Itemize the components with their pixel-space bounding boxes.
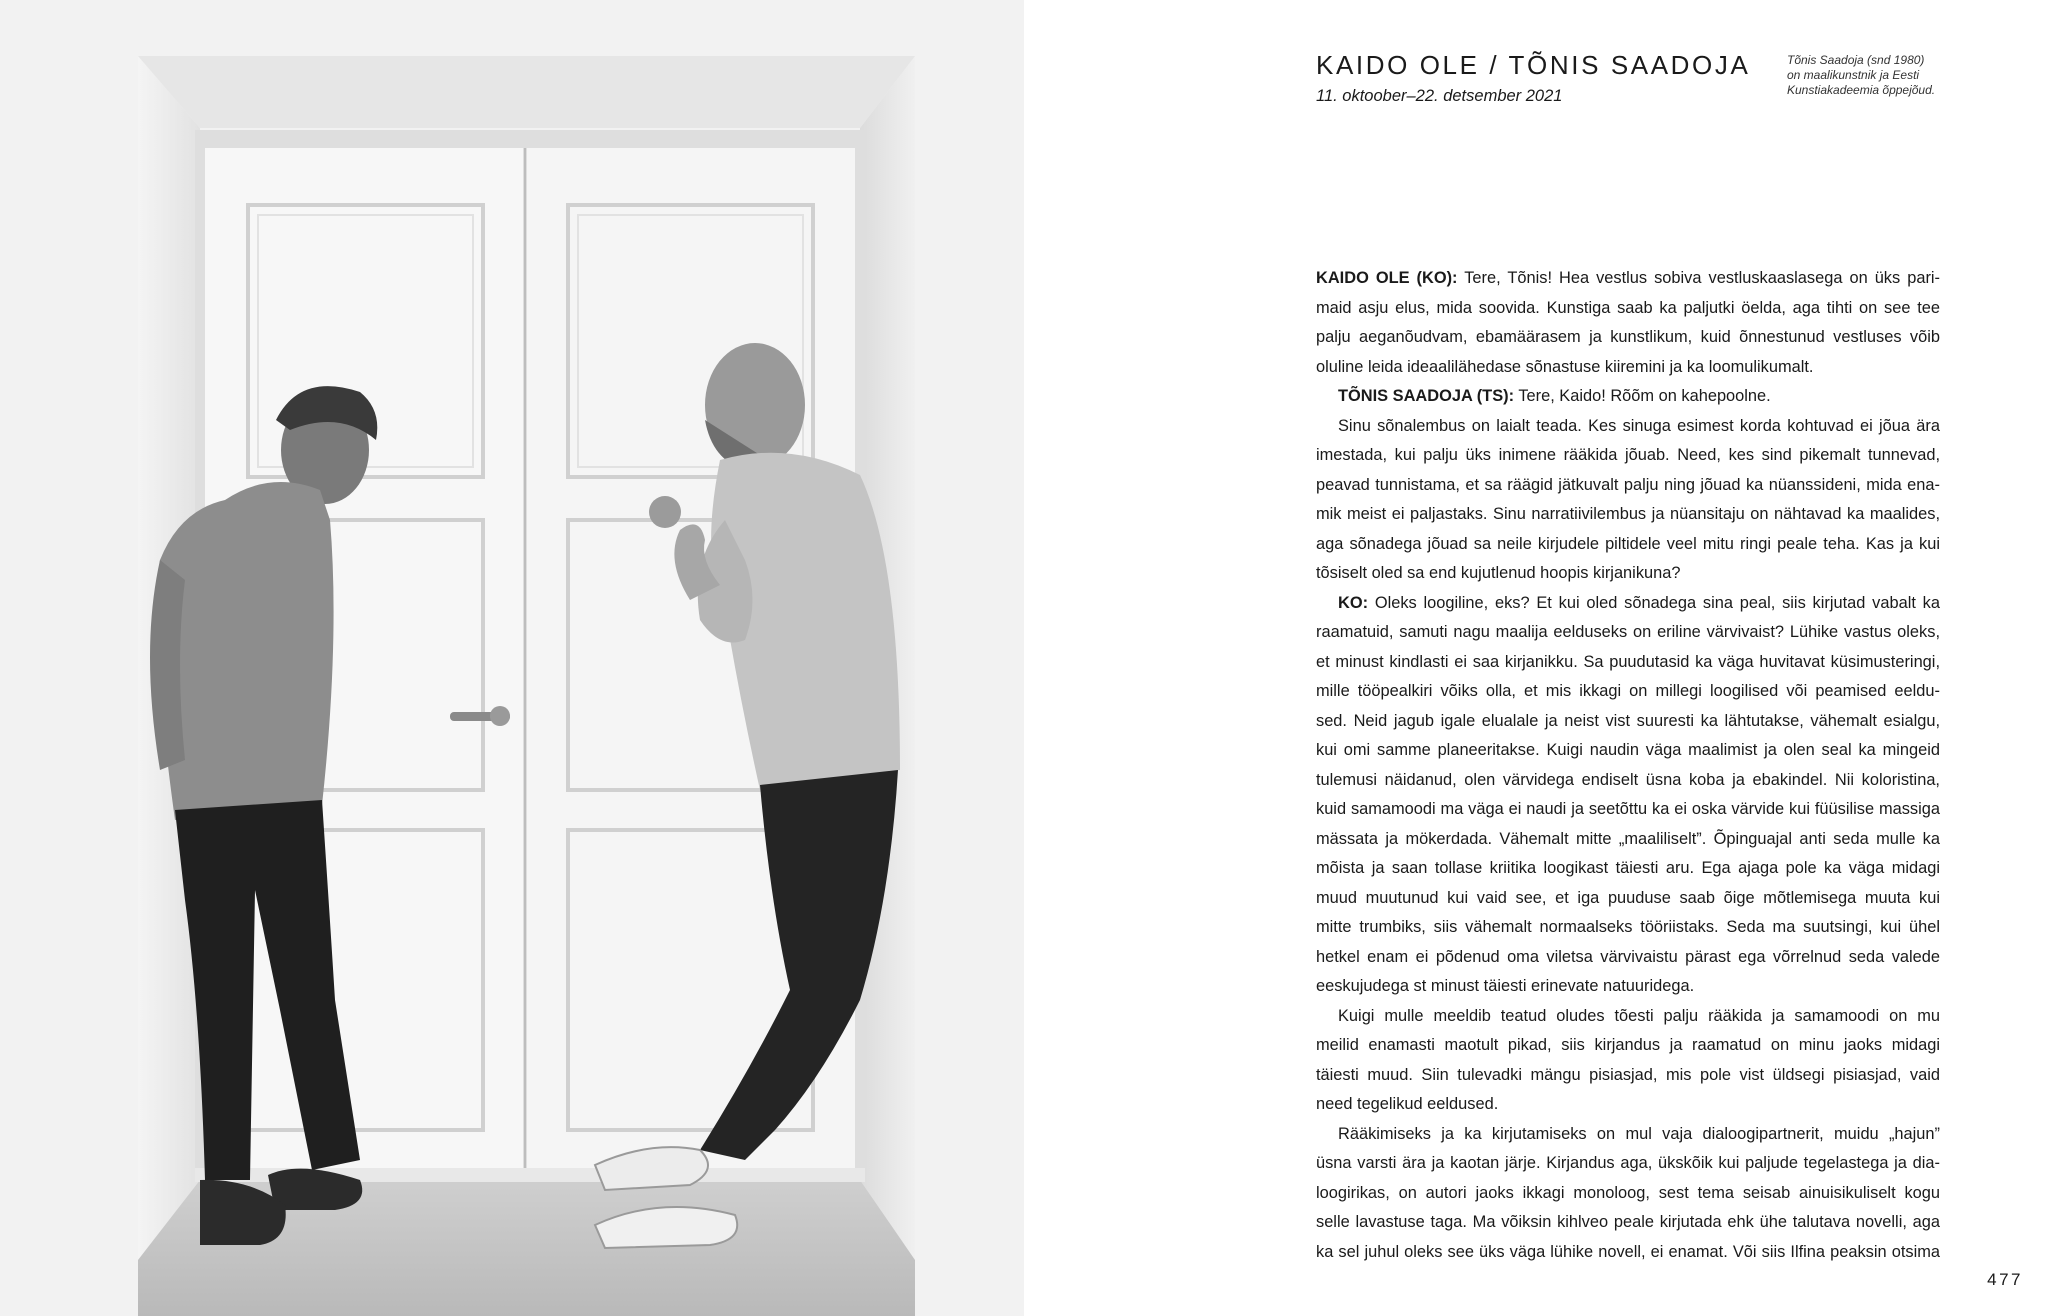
- text-line: [1316, 972, 1940, 1002]
- line-text: Tere, Tõnis! Hea vestlus sobiva vestluskaaslasega on üks pari-: [1457, 269, 1941, 287]
- text-line: [1316, 1090, 1940, 1120]
- line-text: mässata ja mökerdada. Vähemalt mitte „maaliliselt”. Õpinguajal anti seda mulle ka: [1316, 829, 1940, 848]
- line-text: mõista ja saan tollase kriitika loogikast täiesti aru. Ega ajaga pole ka väga midagi: [1316, 859, 1940, 877]
- line-text: imestada, kui palju üks inimene rääkida jõuab. Need, kes sind pikemalt tunnevad,: [1316, 446, 1940, 464]
- line-text: üsna varsti ära ja kaotan järje. Kirjandus aga, ükskõik kui paljude tegelastega ja dia-: [1316, 1154, 1940, 1172]
- line-text: muud muutunud kui vaid see, et iga puuduse saab õige mõtlemisega muuta kui: [1316, 888, 1940, 907]
- line-text: kuid samamoodi ma väga ei naudi ja seetõttu ka ei oska värvide kui füüsilise massiga: [1316, 800, 1940, 818]
- speaker-label: TÕNIS SAADOJA (TS):: [1338, 387, 1515, 405]
- line-text: Kuigi mulle meeldib teatud oludes tõesti palju rääkida ja samamoodi on mu: [1338, 1006, 1940, 1025]
- text-line: [1316, 648, 1940, 678]
- text-line: [1316, 1002, 1940, 1032]
- line-text: mitte trumbiks, siis vähemalt normaalseks tööriistaks. Seda ma suutsingi, kui ühel: [1316, 918, 1940, 936]
- line-text: täiesti muud. Siin tulevadki mängu pisiasjad, mis pole vist üldsegi pisiasjad, vaid: [1316, 1065, 1940, 1084]
- text-line: [1316, 294, 1940, 324]
- text-line: [1316, 559, 1940, 589]
- line-text: meilid enamasti maotult pikad, siis kirjandus ja raamatud on minu jaoks midagi: [1316, 1036, 1940, 1054]
- text-line: [1316, 677, 1940, 707]
- line-text: mik meist ei paljastaks. Sinu narratiivilembus ja nüansitaju on nähtavad ka maalides,: [1316, 505, 1940, 523]
- speaker-label: KAIDO OLE (KO):: [1316, 269, 1458, 287]
- text-line: [1316, 382, 1940, 412]
- text-line: [1316, 1061, 1940, 1091]
- line-text: peavad tunnistama, et sa räägid jätkuvalt palju ning jõuad ka nüanssideni, mida ena-: [1316, 475, 1940, 494]
- line-text: Tere, Kaido! Rõõm on kahepoolne.: [1514, 387, 1771, 405]
- page-number: 477: [1987, 1270, 2023, 1289]
- line-text: loogirikas, on autori jaoks ikkagi monoloog, sest tema seisab ainuisikuliselt kogu: [1316, 1183, 1940, 1202]
- text-line: [1316, 264, 1940, 294]
- line-text: eeskujudega st minust täiesti erinevate natuuridega.: [1316, 977, 1695, 995]
- line-text: Rääkimiseks ja ka kirjutamiseks on mul vaja dialoogipartnerit, muidu „hajun”: [1338, 1124, 1940, 1143]
- caption-line: Kunstiakadeemia õppejõud.: [1787, 83, 1936, 97]
- line-text: raamatuid, samuti nagu maalija eelduseks on eriline värvivaist? Lühike vastus oleks,: [1316, 623, 1940, 641]
- text-line: [1316, 323, 1940, 353]
- line-text: kui omi samme planeeritakse. Kuigi naudin väga maalimist ja olen seal ka mingeid: [1316, 741, 1940, 759]
- line-text: need tegelikud eeldused.: [1316, 1095, 1499, 1113]
- text-line: [1316, 1031, 1940, 1061]
- text-line: [1316, 736, 1940, 766]
- text-line: [1316, 884, 1940, 914]
- line-text: maid asju elus, mida soovida. Kunstiga saab ka paljutki öelda, aga tihti on see tee: [1316, 298, 1940, 317]
- text-line: [1316, 1149, 1940, 1179]
- speaker-label: KO:: [1338, 593, 1369, 612]
- line-text: et minust kindlasti ei saa kirjanikku. Sa puudutasid ka väga huvitavat küsimusteringi,: [1316, 652, 1940, 671]
- line-text: mille tööpealkiri võiks olla, et mis ikkagi on millegi loogilised või peamised eeldu-: [1316, 682, 1940, 700]
- line-text: Sinu sõnalembus on laialt teada. Kes sinuga esimest korda kohtuvad ei jõua ära: [1338, 416, 1940, 435]
- text-line: [1316, 854, 1940, 884]
- line-text: hetkel enam ei põdenud oma viletsa värvivaistu pärast ega võrrelnud seda valede: [1316, 947, 1940, 966]
- text-line: [1316, 353, 1940, 383]
- text-line: [1316, 618, 1940, 648]
- line-text: selle lavastuse taga. Ma võiksin kihlveo peale kirjutada ehk ühe talutava novelli, aga: [1316, 1213, 1940, 1231]
- text-line: [1316, 913, 1940, 943]
- text-line: [1316, 1120, 1940, 1150]
- text-line: [1316, 500, 1940, 530]
- interview-text: [1316, 264, 1940, 1267]
- text-line: [1316, 1238, 1940, 1268]
- line-text: oluline leida ideaalilähedase sõnastuse kiiremini ja ka loomulikumalt.: [1316, 357, 1814, 376]
- text-line: [1316, 795, 1940, 825]
- line-text: sed. Neid jagub igale elualale ja neist vist suuresti ka lähtutakse, vähemalt esialgu,: [1316, 711, 1940, 730]
- caption-line: on maalikunstnik ja Eesti: [1787, 68, 1920, 82]
- line-text: ka sel juhul oleks see üks väga lühike novell, ei enamat. Või siis Ilfina peaksin otsima: [1316, 1242, 1940, 1261]
- author-caption: [1787, 53, 1987, 98]
- text-line: [1316, 825, 1940, 855]
- article-title: KAIDO OLE / TÕNIS SAADOJA: [1316, 50, 1751, 80]
- line-text: aga sõnadega jõuad sa neile kirjudele piltidele veel mitu ringi peale teha. Kas ja kui: [1316, 534, 1940, 553]
- text-line: [1316, 412, 1940, 442]
- text-line: [1316, 441, 1940, 471]
- line-text: tõsiselt oled sa end kujutlenud hoopis kirjanikuna?: [1316, 564, 1681, 582]
- exhibition-dates: 11. oktoober–22. detsember 2021: [1316, 87, 1563, 105]
- caption-line: Tõnis Saadoja (snd 1980): [1787, 53, 1925, 67]
- text-line: [1316, 589, 1940, 619]
- line-text: tulemusi näidanud, olen värvidega endiselt üsna koba ja ebakindel. Nii koloristina,: [1316, 770, 1940, 789]
- text-line: [1316, 1179, 1940, 1209]
- text-line: [1316, 766, 1940, 796]
- text-line: [1316, 530, 1940, 560]
- text-line: [1316, 707, 1940, 737]
- line-text: Oleks loogiline, eks? Et kui oled sõnadega sina peal, siis kirjutad vabalt ka: [1368, 593, 1940, 612]
- text-line: [1316, 943, 1940, 973]
- text-line: [1316, 471, 1940, 501]
- line-text: palju aeganõudvam, ebamäärasem ja kunstlikum, kuid õnnestunud vestluses võib: [1316, 328, 1940, 346]
- text-line: [1316, 1208, 1940, 1238]
